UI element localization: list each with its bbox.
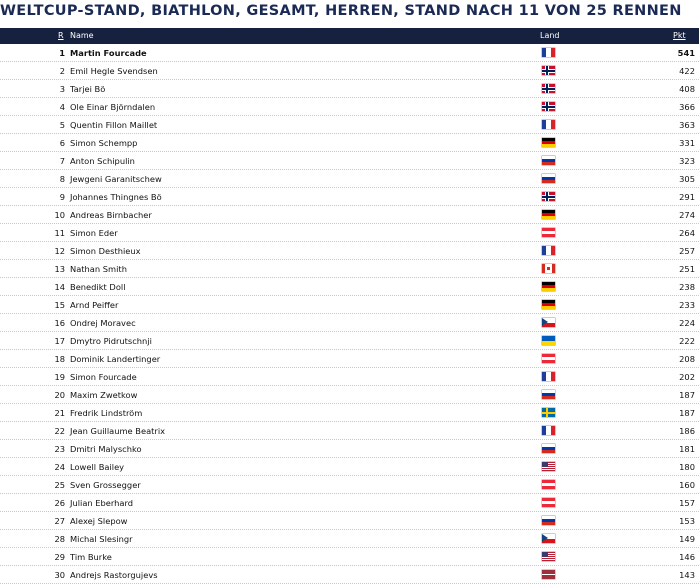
table-header (0, 28, 699, 44)
rank-cell: 9 (59, 192, 65, 202)
table-row (0, 98, 699, 116)
points-cell: 541 (677, 48, 695, 58)
rank-cell: 15 (54, 300, 65, 310)
athlete-name-cell: Martin Fourcade (70, 48, 147, 58)
rank-cell: 12 (54, 246, 65, 256)
athlete-name-cell: Simon Eder (70, 228, 118, 238)
rank-cell: 13 (54, 264, 65, 274)
points-cell: 186 (679, 426, 695, 436)
points-cell: 153 (679, 516, 695, 526)
points-cell: 251 (679, 264, 695, 274)
rank-cell: 1 (59, 48, 65, 58)
rus-flag-icon (542, 444, 555, 453)
rank-cell: 3 (59, 84, 65, 94)
table-row (0, 296, 699, 314)
rank-cell: 30 (54, 570, 65, 580)
athlete-name-cell: Fredrik Lindström (70, 408, 143, 418)
rank-cell: 23 (54, 444, 65, 454)
table-row (0, 260, 699, 278)
rank-column-header[interactable]: R (58, 31, 64, 40)
can-flag-icon (542, 264, 555, 273)
table-row (0, 170, 699, 188)
athlete-name-cell: Andreas Birnbacher (70, 210, 152, 220)
rank-cell: 2 (59, 66, 65, 76)
aut-flag-icon (542, 228, 555, 237)
table-row (0, 80, 699, 98)
points-cell: 305 (679, 174, 695, 184)
athlete-name-cell: Dmytro Pidrutschnji (70, 336, 152, 346)
points-cell: 233 (679, 300, 695, 310)
name-column-header: Name (70, 31, 94, 40)
table-row (0, 368, 699, 386)
rank-cell: 22 (54, 426, 65, 436)
athlete-name-cell: Julian Eberhard (70, 498, 134, 508)
rank-cell: 18 (54, 354, 65, 364)
points-cell: 187 (679, 408, 695, 418)
points-cell: 238 (679, 282, 695, 292)
points-cell: 160 (679, 480, 695, 490)
points-cell: 363 (679, 120, 695, 130)
fra-flag-icon (542, 120, 555, 129)
nor-flag-icon (542, 84, 555, 93)
rus-flag-icon (542, 390, 555, 399)
table-row (0, 62, 699, 80)
athlete-name-cell: Johannes Thingnes Bö (70, 192, 162, 202)
athlete-name-cell: Nathan Smith (70, 264, 127, 274)
rank-cell: 21 (54, 408, 65, 418)
rank-cell: 8 (59, 174, 65, 184)
table-row (0, 350, 699, 368)
usa-flag-icon (542, 552, 555, 561)
points-cell: 408 (679, 84, 695, 94)
table-row (0, 134, 699, 152)
points-cell: 323 (679, 156, 695, 166)
rank-cell: 27 (54, 516, 65, 526)
table-row (0, 314, 699, 332)
points-cell: 222 (679, 336, 695, 346)
table-row (0, 458, 699, 476)
athlete-name-cell: Jean Guillaume Beatrix (70, 426, 166, 436)
fra-flag-icon (542, 426, 555, 435)
athlete-name-cell: Maxim Zwetkow (70, 390, 138, 400)
cze-flag-icon (542, 318, 555, 327)
rank-cell: 19 (54, 372, 65, 382)
table-row (0, 512, 699, 530)
rank-cell: 10 (54, 210, 65, 220)
rank-cell: 17 (54, 336, 65, 346)
points-cell: 366 (679, 102, 695, 112)
athlete-name-cell: Sven Grossegger (70, 480, 141, 490)
table-row (0, 566, 699, 584)
points-cell: 202 (679, 372, 695, 382)
ger-flag-icon (542, 210, 555, 219)
rank-cell: 11 (54, 228, 65, 238)
points-cell: 149 (679, 534, 695, 544)
page-title: WELTCUP-STAND, BIATHLON, GESAMT, HERREN, STAND NACH 11 VON 25 RENNEN (0, 3, 682, 19)
athlete-name-cell: Dominik Landertinger (70, 354, 161, 364)
rank-cell: 28 (54, 534, 65, 544)
nor-flag-icon (542, 192, 555, 201)
swe-flag-icon (542, 408, 555, 417)
table-row (0, 404, 699, 422)
athlete-name-cell: Alexej Slepow (70, 516, 128, 526)
table-row (0, 44, 699, 62)
ger-flag-icon (542, 282, 555, 291)
table-row (0, 440, 699, 458)
table-row (0, 224, 699, 242)
athlete-name-cell: Andrejs Rastorgujevs (70, 570, 158, 580)
points-column-header[interactable]: Pkt (673, 31, 686, 40)
athlete-name-cell: Jewgeni Garanitschew (70, 174, 162, 184)
fra-flag-icon (542, 48, 555, 57)
rus-flag-icon (542, 516, 555, 525)
rank-cell: 26 (54, 498, 65, 508)
table-row (0, 494, 699, 512)
rank-cell: 14 (54, 282, 65, 292)
nor-flag-icon (542, 102, 555, 111)
rank-cell: 7 (59, 156, 65, 166)
table-body (0, 44, 699, 584)
table-row (0, 422, 699, 440)
standings-table (0, 28, 699, 584)
ger-flag-icon (542, 300, 555, 309)
table-row (0, 476, 699, 494)
athlete-name-cell: Anton Schipulin (70, 156, 135, 166)
points-cell: 257 (679, 246, 695, 256)
rank-cell: 4 (59, 102, 65, 112)
points-cell: 181 (679, 444, 695, 454)
rank-cell: 24 (54, 462, 65, 472)
usa-flag-icon (542, 462, 555, 471)
points-cell: 331 (679, 138, 695, 148)
table-row (0, 278, 699, 296)
ukr-flag-icon (542, 336, 555, 345)
points-cell: 274 (679, 210, 695, 220)
athlete-name-cell: Ondrej Moravec (70, 318, 136, 328)
fra-flag-icon (542, 246, 555, 255)
rank-cell: 25 (54, 480, 65, 490)
rank-cell: 5 (59, 120, 65, 130)
cze-flag-icon (542, 534, 555, 543)
aut-flag-icon (542, 498, 555, 507)
nor-flag-icon (542, 66, 555, 75)
table-row (0, 152, 699, 170)
lat-flag-icon (542, 570, 555, 579)
athlete-name-cell: Ole Einar Björndalen (70, 102, 156, 112)
athlete-name-cell: Quentin Fillon Maillet (70, 120, 158, 130)
table-row (0, 242, 699, 260)
points-cell: 143 (679, 570, 695, 580)
rank-cell: 29 (54, 552, 65, 562)
table-row (0, 116, 699, 134)
athlete-name-cell: Lowell Bailey (70, 462, 125, 472)
table-row (0, 386, 699, 404)
aut-flag-icon (542, 480, 555, 489)
points-cell: 157 (679, 498, 695, 508)
table-row (0, 530, 699, 548)
athlete-name-cell: Simon Fourcade (70, 372, 137, 382)
points-cell: 422 (679, 66, 695, 76)
table-row (0, 188, 699, 206)
athlete-name-cell: Tim Burke (70, 552, 112, 562)
ger-flag-icon (542, 138, 555, 147)
points-cell: 291 (679, 192, 695, 202)
athlete-name-cell: Simon Desthieux (70, 246, 141, 256)
athlete-name-cell: Benedikt Doll (70, 282, 126, 292)
athlete-name-cell: Tarjei Bö (70, 84, 106, 94)
table-row (0, 206, 699, 224)
points-cell: 224 (679, 318, 695, 328)
rank-cell: 16 (54, 318, 65, 328)
athlete-name-cell: Arnd Peiffer (70, 300, 119, 310)
athlete-name-cell: Michal Slesingr (70, 534, 133, 544)
points-cell: 264 (679, 228, 695, 238)
rus-flag-icon (542, 174, 555, 183)
points-cell: 146 (679, 552, 695, 562)
points-cell: 180 (679, 462, 695, 472)
table-row (0, 332, 699, 350)
points-cell: 187 (679, 390, 695, 400)
table-row (0, 548, 699, 566)
points-cell: 208 (679, 354, 695, 364)
land-column-header: Land (540, 31, 560, 40)
rank-cell: 6 (59, 138, 65, 148)
fra-flag-icon (542, 372, 555, 381)
rus-flag-icon (542, 156, 555, 165)
aut-flag-icon (542, 354, 555, 363)
athlete-name-cell: Dmitri Malyschko (70, 444, 142, 454)
rank-cell: 20 (54, 390, 65, 400)
athlete-name-cell: Simon Schempp (70, 138, 138, 148)
athlete-name-cell: Emil Hegle Svendsen (70, 66, 158, 76)
